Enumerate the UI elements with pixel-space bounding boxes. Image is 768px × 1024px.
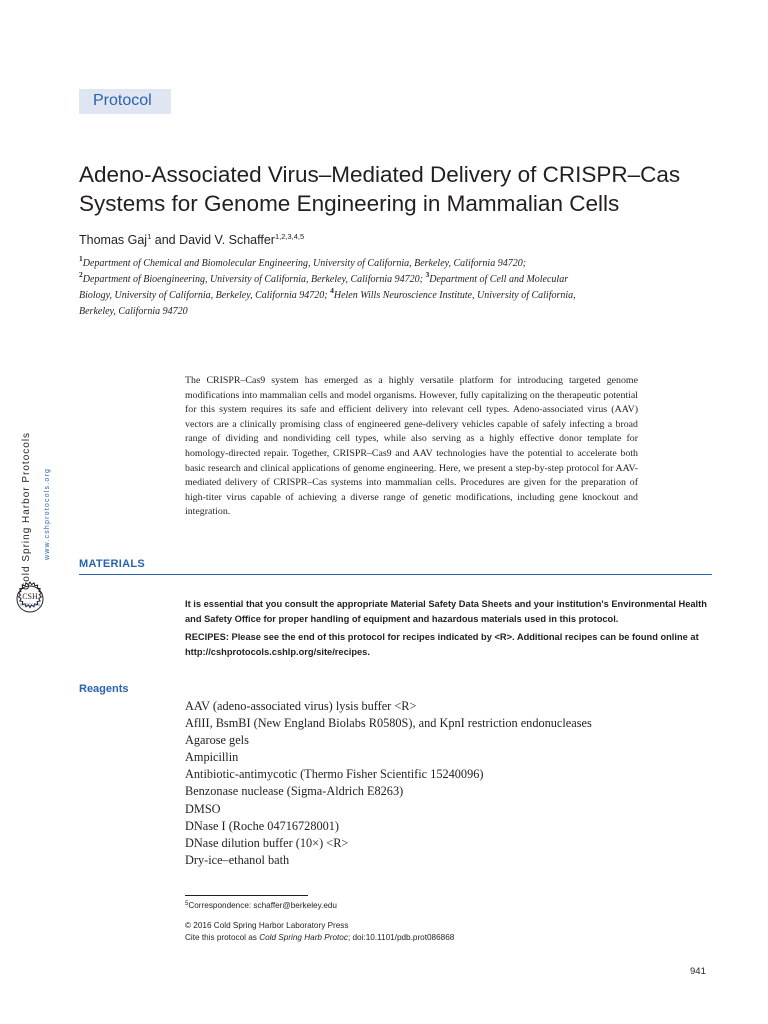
- author-affil-sup: 1: [147, 232, 152, 241]
- reagent-item: AAV (adeno-associated virus) lysis buffer <R>: [185, 699, 417, 713]
- reagent-item: Ampicillin: [185, 750, 239, 765]
- materials-divider: [79, 574, 712, 575]
- citation-doi: ; doi:10.1101/pdb.prot086868: [347, 933, 455, 942]
- affiliations: [79, 256, 579, 320]
- sidebar-journal-name: Cold Spring Harbor Protocols: [21, 431, 32, 590]
- reagent-item: Dry-ice–ethanol bath: [185, 852, 290, 867]
- affiliation-number: 2: [79, 270, 83, 279]
- affiliation-text: Department of Chemical and Biomolecular Engineering, University of California, Berkeley, California 94720;: [82, 258, 527, 269]
- author-list: [79, 233, 304, 247]
- footnote-divider: [185, 895, 308, 896]
- safety-warning: It is essential that you consult the appropriate Material Safety Data Sheets and your institution's Environmental Health and Safety Office for proper handling of equipment and hazardous materials used in this protocol.: [185, 599, 707, 624]
- affiliation-number: 4: [330, 286, 334, 295]
- affiliation-number: 3: [425, 270, 430, 279]
- reagent-item: DNase I (Roche 04716728001): [185, 818, 340, 833]
- reagent-item: Antibiotic-antimycotic (Thermo Fisher Scientific 15240096): [185, 767, 484, 782]
- reagent-item: DMSO: [185, 801, 221, 816]
- reagent-item: DNase dilution buffer (10×) <R>: [185, 835, 349, 850]
- author-affil-sup: 1,2,3,4,5: [274, 232, 305, 241]
- materials-heading: MATERIALS: [79, 558, 146, 570]
- citation-journal: Cold Spring Harb Protoc: [259, 933, 348, 942]
- copyright-notice: © 2016 Cold Spring Harbor Laboratory Press: [185, 921, 349, 930]
- article-title-line-2: Systems for Genome Engineering in Mammalian Cells: [79, 191, 620, 216]
- reagent-item: AflII, BsmBI (New England Biolabs R0580S), and KpnI restriction endonucleases: [185, 716, 592, 731]
- article-title-line-1: Adeno-Associated Virus–Mediated Delivery of CRISPR–Cas: [79, 162, 681, 187]
- protocol-label-tab: [79, 89, 171, 114]
- author-conjunction: and: [151, 233, 180, 247]
- page-number: 941: [690, 966, 706, 977]
- correspondence-text: Correspondence: schaffer@berkeley.edu: [188, 901, 337, 910]
- reagent-item: Agarose gels: [185, 733, 249, 748]
- csh-logo-icon: [14, 578, 46, 620]
- sidebar-journal-url[interactable]: www.cshprotocols.org: [44, 467, 51, 560]
- affiliation-text: Department of Bioengineering, University of California, Berkeley, California 94720;: [82, 274, 426, 285]
- article-title: [79, 160, 719, 218]
- citation-prefix: Cite this protocol as: [185, 933, 260, 942]
- correspondence-footnote: [185, 900, 337, 912]
- logo-subtext: PROTOCOLS: [20, 603, 40, 607]
- reagent-item: Benzonase nuclease (Sigma-Aldrich E8263): [185, 784, 404, 799]
- affiliation-text: Helen Wills Neuroscience Institute, University of California, Berkeley, California 94720: [79, 290, 576, 317]
- recipes-note: RECIPES: Please see the end of this protocol for recipes indicated by <R>. Additional recipes can be found online at http://cshprotocols.cshlp.org/site/recipes.: [185, 632, 699, 657]
- protocol-label: Protocol: [93, 92, 152, 109]
- affiliation-text: Department of Cell and Molecular Biology, University of California, Berkeley, California 94720;: [79, 274, 569, 301]
- author-name: Thomas Gaj: [79, 233, 148, 247]
- footnote-marker: 5: [185, 901, 189, 907]
- affiliation-number: 1: [79, 254, 83, 263]
- abstract: The CRISPR–Cas9 system has emerged as a highly versatile platform for introducing targeted genome modifications into mammalian cells and model organisms. However, fully capitalizing on the therapeutic potential for this system requires its safe and efficient delivery into relevant cell types. Adeno-associated virus (AAV) vectors are a clinically promising class of engineered gene-delivery vehicles capable of safely infecting a broad range of dividing and nondividing cell types, while also serving as a highly effective donor template for homology-directed repair. Together, CRISPR–Cas9 and AAV technologies have the potential to accelerate both basic research and clinical applications of genome engineering. Here, we present a step-by-step protocol for AAV-mediated delivery of CRISPR–Cas systems into mammalian cells. Procedures are given for the preparation of high-titer virus capable of achieving a diverse range of genetic modifications, including gene knockout and integration.: [185, 375, 638, 518]
- reagents-heading: Reagents: [79, 683, 129, 695]
- reagents-list: [185, 698, 592, 869]
- author-name: David V. Schaffer: [179, 233, 275, 247]
- logo-text: CSH: [22, 592, 38, 601]
- citation-line: [185, 932, 454, 944]
